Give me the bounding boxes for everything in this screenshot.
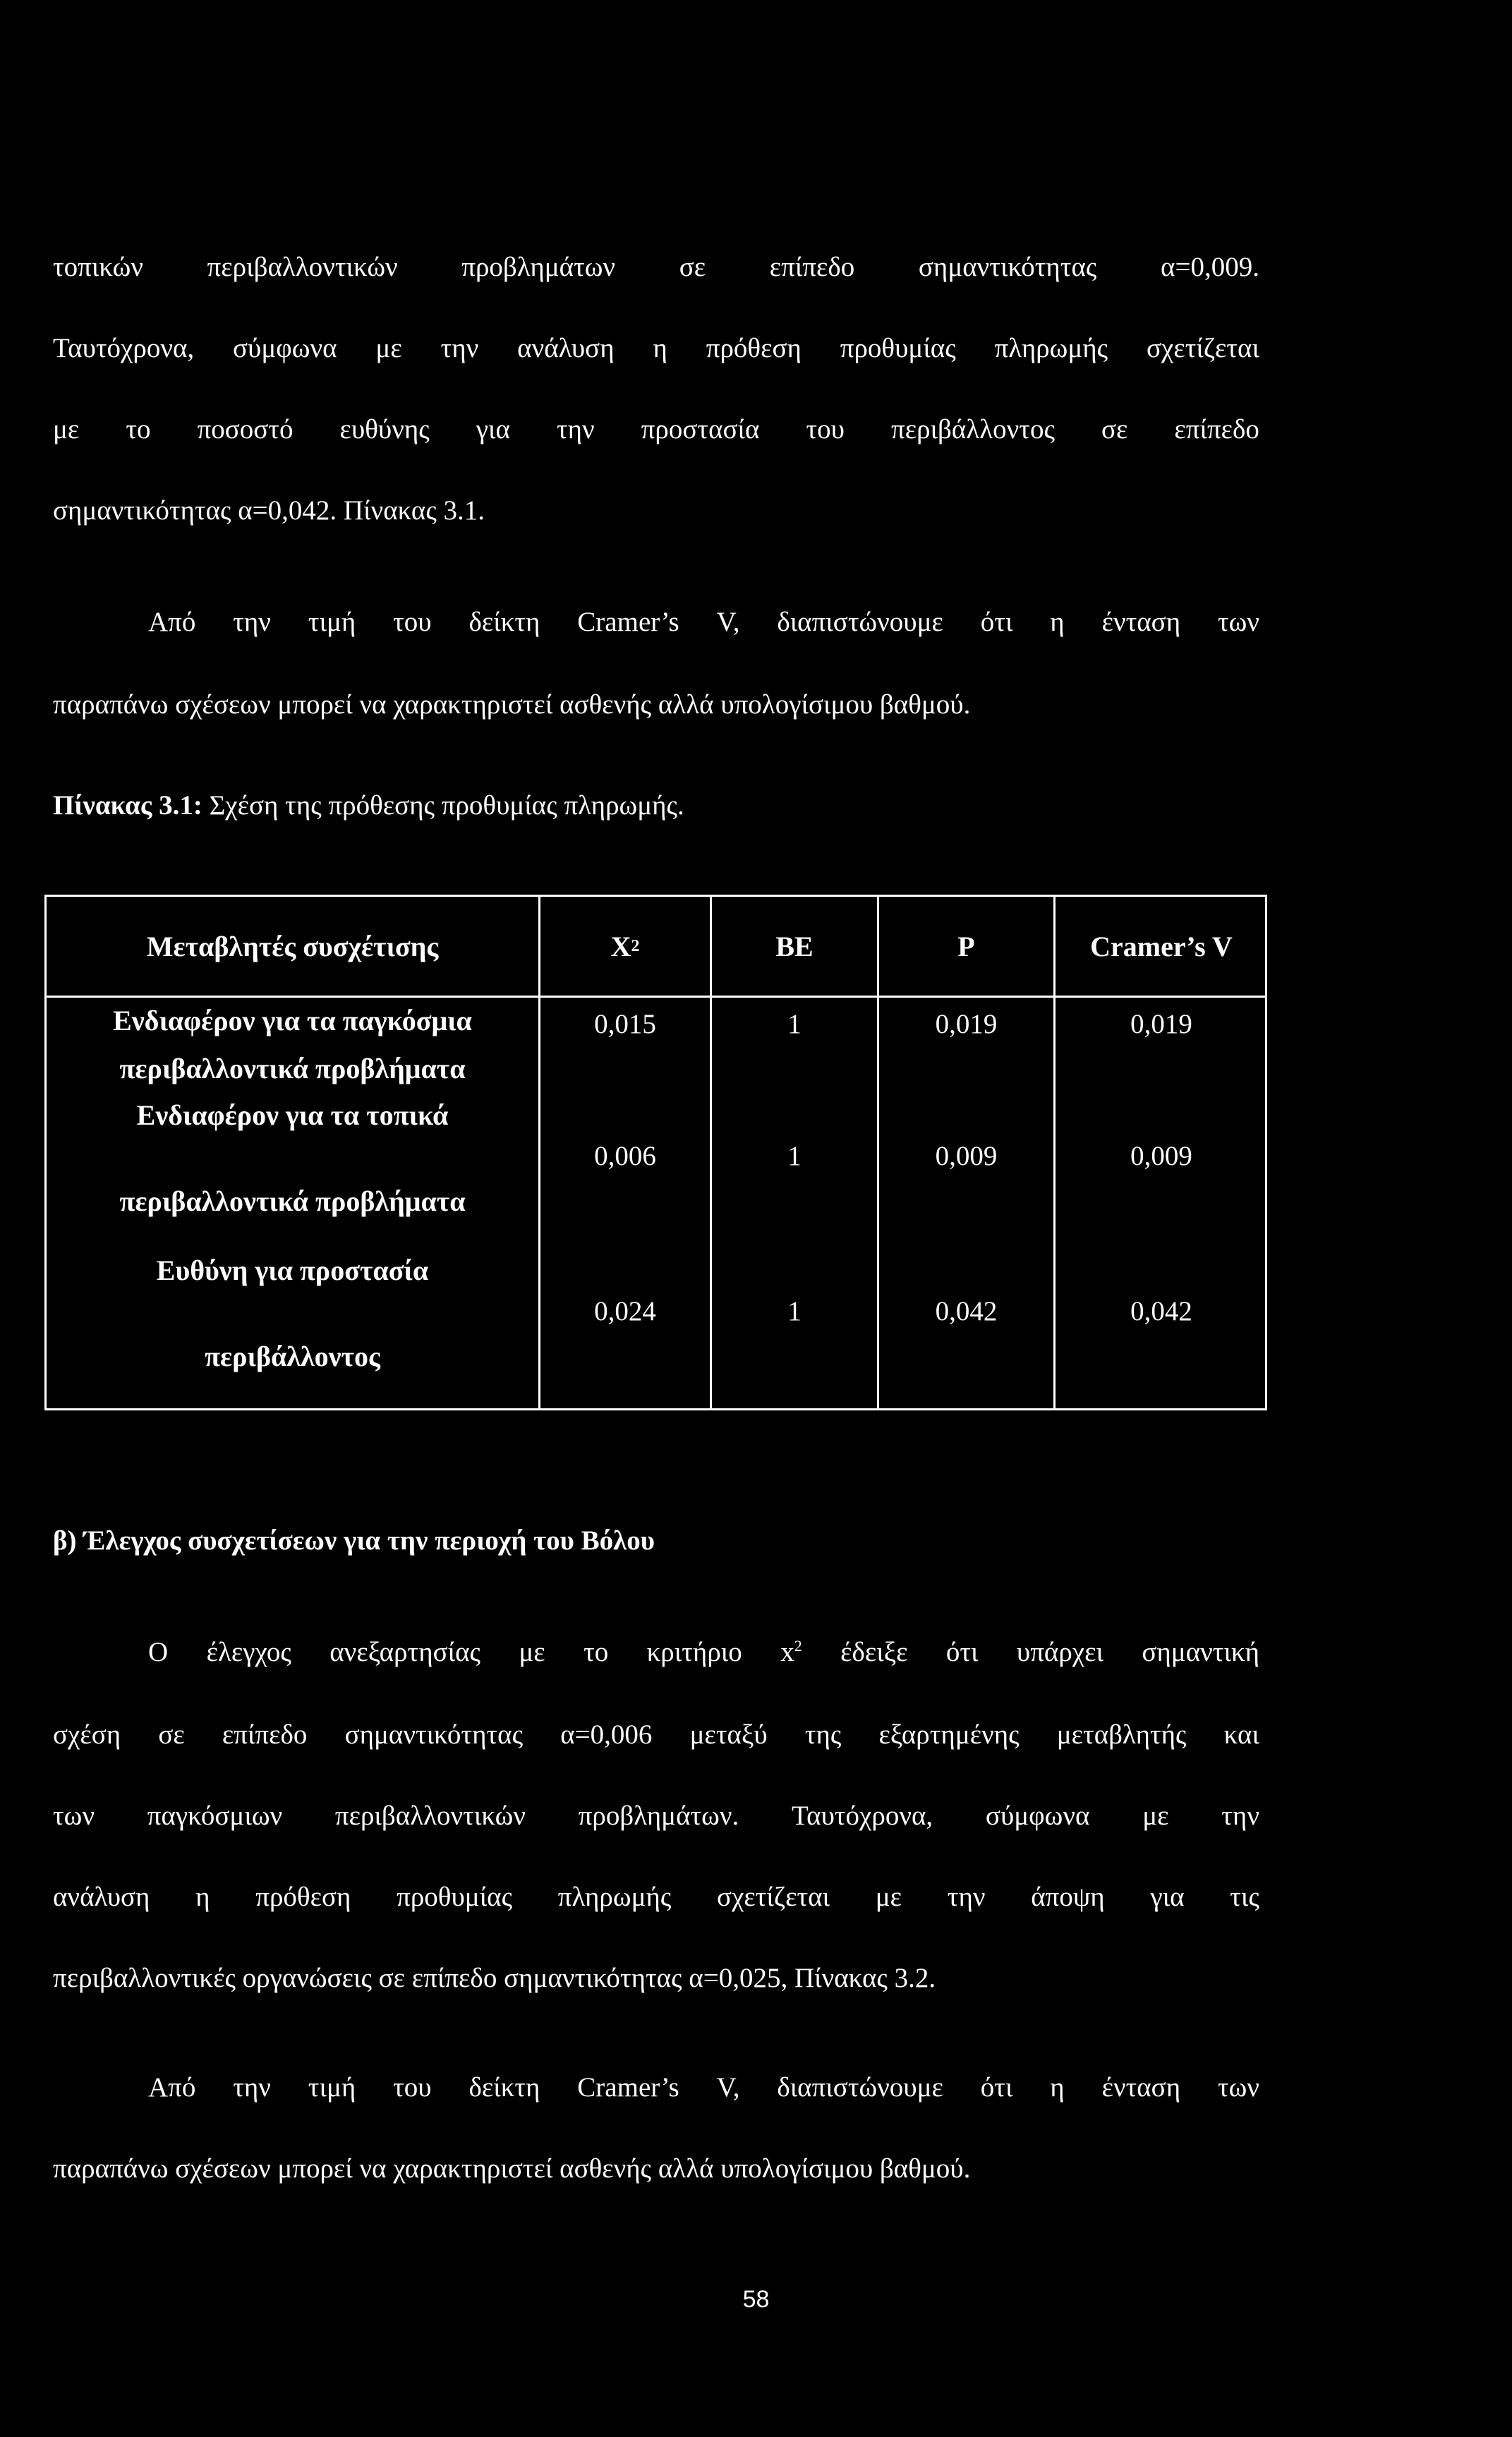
row-label-line: περιβάλλοντος bbox=[205, 1341, 380, 1372]
word: ανάλυση bbox=[517, 333, 615, 363]
table-cell-be: 1 bbox=[787, 1141, 802, 1171]
word: πληρωμής bbox=[557, 1882, 672, 1912]
word: την bbox=[556, 414, 595, 445]
word: έλεγχος bbox=[206, 1637, 291, 1667]
word: παγκόσμιων bbox=[147, 1801, 283, 1831]
para3-line3 bbox=[53, 1799, 1259, 1833]
row-label-line: Ενδιαφέρον για τα παγκόσμια bbox=[113, 1005, 472, 1036]
para1-line3 bbox=[53, 413, 1259, 447]
para3-line2 bbox=[53, 1718, 1259, 1752]
word: εξαρτημένης bbox=[878, 1719, 1020, 1750]
table-caption-label: Πίνακας 3.1: bbox=[53, 790, 202, 821]
table-cell-cramer: 0,019 bbox=[1130, 1009, 1192, 1039]
word: προβλημάτων bbox=[461, 252, 616, 282]
table-caption bbox=[53, 789, 684, 823]
word: του bbox=[393, 2072, 432, 2103]
word: της bbox=[804, 1719, 842, 1750]
word: των bbox=[1217, 2072, 1259, 2103]
word: πρόθεση bbox=[706, 333, 802, 363]
row-label-line: Ενδιαφέρον για τα τοπικά bbox=[136, 1099, 449, 1131]
word: κριτήριο bbox=[646, 1637, 742, 1667]
table-row-label bbox=[47, 1251, 538, 1377]
word: σύμφωνα bbox=[233, 333, 337, 363]
section-heading: β) Έλεγχος συσχετίσεων για την περιοχή του Βόλου bbox=[53, 1525, 655, 1556]
table-divider bbox=[47, 996, 1265, 998]
word: V, bbox=[716, 2072, 740, 2103]
table-cell-p: 0,019 bbox=[935, 1009, 998, 1039]
word: του bbox=[393, 607, 432, 637]
table-cell-be: 1 bbox=[787, 1009, 802, 1039]
word: ευθύνης bbox=[339, 414, 430, 445]
word: σημαντική bbox=[1142, 1637, 1259, 1667]
word: προθυμίας bbox=[840, 333, 956, 363]
word: σε bbox=[158, 1719, 185, 1750]
para2-line1 bbox=[148, 605, 1259, 639]
word: περιβάλλοντος bbox=[891, 414, 1055, 445]
word: πληρωμής bbox=[994, 333, 1108, 363]
word: Από bbox=[148, 607, 196, 637]
para3-line5: περιβαλλοντικές οργανώσεις σε επίπεδο σημαντικότητας α=0,025, Πίνακας 3.2. bbox=[53, 1963, 936, 1993]
word: με bbox=[53, 414, 80, 445]
word: και bbox=[1223, 1719, 1259, 1750]
word: Ταυτόχρονα, bbox=[792, 1801, 933, 1831]
word: επίπεδο bbox=[222, 1719, 308, 1750]
word: $x^2$ bbox=[780, 1637, 802, 1667]
para1-line1 bbox=[53, 250, 1259, 284]
word: τιμή bbox=[308, 2072, 356, 2103]
para3-line1 bbox=[148, 1635, 1259, 1669]
word: μεταξύ bbox=[689, 1719, 768, 1750]
word: επίπεδο bbox=[1174, 414, 1259, 445]
correlation-table bbox=[44, 895, 1267, 1410]
table-cell-cramer: 0,009 bbox=[1130, 1141, 1192, 1171]
header-chi-square: Χ 2 bbox=[610, 930, 640, 962]
word: πρόθεση bbox=[255, 1882, 351, 1912]
row-label-line: Ευθύνη για προστασία bbox=[156, 1254, 429, 1286]
word: Cramer’s bbox=[577, 607, 679, 637]
word: ότι bbox=[980, 607, 1013, 637]
table-caption-text: Σχέση της πρόθεσης προθυμίας πληρωμής. bbox=[202, 790, 684, 821]
word: των bbox=[1217, 607, 1259, 637]
word: επίπεδο bbox=[769, 252, 855, 282]
table-cell-chi: 0,024 bbox=[594, 1296, 656, 1326]
word: α=0,006 bbox=[560, 1719, 653, 1750]
word: την bbox=[233, 607, 271, 637]
word: ένταση bbox=[1101, 2072, 1181, 2103]
word: ποσοστό bbox=[197, 414, 294, 445]
word: Ο bbox=[148, 1637, 169, 1667]
table-cell-cramer: 0,042 bbox=[1130, 1296, 1192, 1326]
para2-line2: παραπάνω σχέσεων μπορεί να χαρακτηριστεί ασθενής αλλά υπολογίσιμου βαθμού. bbox=[53, 689, 971, 720]
word: για bbox=[476, 414, 510, 445]
word: την bbox=[947, 1882, 986, 1912]
word: η bbox=[1050, 2072, 1065, 2103]
word: περιβαλλοντικών bbox=[334, 1801, 526, 1831]
table-row-label bbox=[47, 1096, 538, 1221]
word: το bbox=[583, 1637, 609, 1667]
word: Cramer’s bbox=[577, 2072, 679, 2103]
word: σε bbox=[1101, 414, 1128, 445]
word: σημαντικότητας bbox=[344, 1719, 524, 1750]
para1-line4: σημαντικότητας α=0,042. Πίνακας 3.1. bbox=[53, 495, 485, 526]
word: δείκτη bbox=[468, 2072, 540, 2103]
table-cell-chi: 0,006 bbox=[594, 1141, 656, 1171]
word: ότι bbox=[980, 2072, 1013, 2103]
word: άποψη bbox=[1031, 1882, 1105, 1912]
word: την bbox=[233, 2072, 271, 2103]
chi-superscript: 2 bbox=[794, 1637, 802, 1655]
header-cramer: Cramer’s V bbox=[1090, 930, 1233, 962]
word: με bbox=[1142, 1801, 1169, 1831]
para4-line2: παραπάνω σχέσεων μπορεί να χαρακτηριστεί ασθενής αλλά υπολογίσιμου βαθμού. bbox=[53, 2153, 971, 2184]
word: έδειξε bbox=[840, 1637, 908, 1667]
page-number: 58 bbox=[742, 2286, 770, 2313]
word: σύμφωνα bbox=[985, 1801, 1090, 1831]
header-variables: Μεταβλητές συσχέτισης bbox=[146, 930, 439, 962]
word: προθυμίας bbox=[397, 1882, 513, 1912]
word: τιμή bbox=[308, 607, 356, 637]
header-chi-label: Χ bbox=[610, 930, 631, 962]
table-cell-p: 0,009 bbox=[935, 1141, 998, 1171]
word: με bbox=[519, 1637, 545, 1667]
word: τοπικών bbox=[53, 252, 143, 282]
word: προστασία bbox=[641, 414, 760, 445]
word: υπάρχει bbox=[1016, 1637, 1103, 1667]
word: διαπιστώνουμε bbox=[777, 2072, 943, 2103]
word: Από bbox=[148, 2072, 196, 2103]
word: ανεξαρτησίας bbox=[329, 1637, 480, 1667]
word: του bbox=[806, 414, 845, 445]
word: την bbox=[1221, 1801, 1259, 1831]
word: ότι bbox=[945, 1637, 979, 1667]
word: τις bbox=[1230, 1882, 1259, 1912]
word: ένταση bbox=[1101, 607, 1181, 637]
word: Ταυτόχρονα, bbox=[53, 333, 195, 363]
word: σχετίζεται bbox=[717, 1882, 830, 1912]
word: σε bbox=[679, 252, 706, 282]
table-cell-be: 1 bbox=[787, 1296, 802, 1326]
word: μεταβλητής bbox=[1056, 1719, 1187, 1750]
word: με bbox=[375, 333, 402, 363]
word: σημαντικότητας bbox=[918, 252, 1097, 282]
word: ανάλυση bbox=[53, 1882, 150, 1912]
word: α=0,009. bbox=[1161, 252, 1259, 282]
word: περιβαλλοντικών bbox=[207, 252, 398, 282]
para3-line4 bbox=[53, 1880, 1259, 1914]
para4-line1 bbox=[148, 2071, 1259, 2105]
word: σχετίζεται bbox=[1146, 333, 1259, 363]
word: διαπιστώνουμε bbox=[777, 607, 943, 637]
header-p: Ρ bbox=[957, 930, 975, 962]
row-label-line: περιβαλλοντικά προβλήματα bbox=[119, 1185, 466, 1217]
word: η bbox=[653, 333, 667, 363]
word: προβλημάτων. bbox=[578, 1801, 739, 1831]
row-label-line: περιβαλλοντικά προβλήματα bbox=[119, 1053, 466, 1084]
word: V, bbox=[716, 607, 740, 637]
para1-line2 bbox=[53, 332, 1259, 365]
word: με bbox=[875, 1882, 902, 1912]
word: την bbox=[440, 333, 479, 363]
word: των bbox=[53, 1801, 95, 1831]
word: σχέση bbox=[53, 1719, 121, 1750]
table-cell-chi: 0,015 bbox=[594, 1009, 656, 1039]
word: η bbox=[1050, 607, 1065, 637]
word: για bbox=[1150, 1882, 1185, 1912]
header-be: ΒΕ bbox=[775, 930, 814, 962]
word: η bbox=[195, 1882, 210, 1912]
word: δείκτη bbox=[468, 607, 540, 637]
table-cell-p: 0,042 bbox=[935, 1296, 998, 1326]
table-row-label bbox=[47, 1001, 538, 1089]
word: το bbox=[126, 414, 151, 445]
